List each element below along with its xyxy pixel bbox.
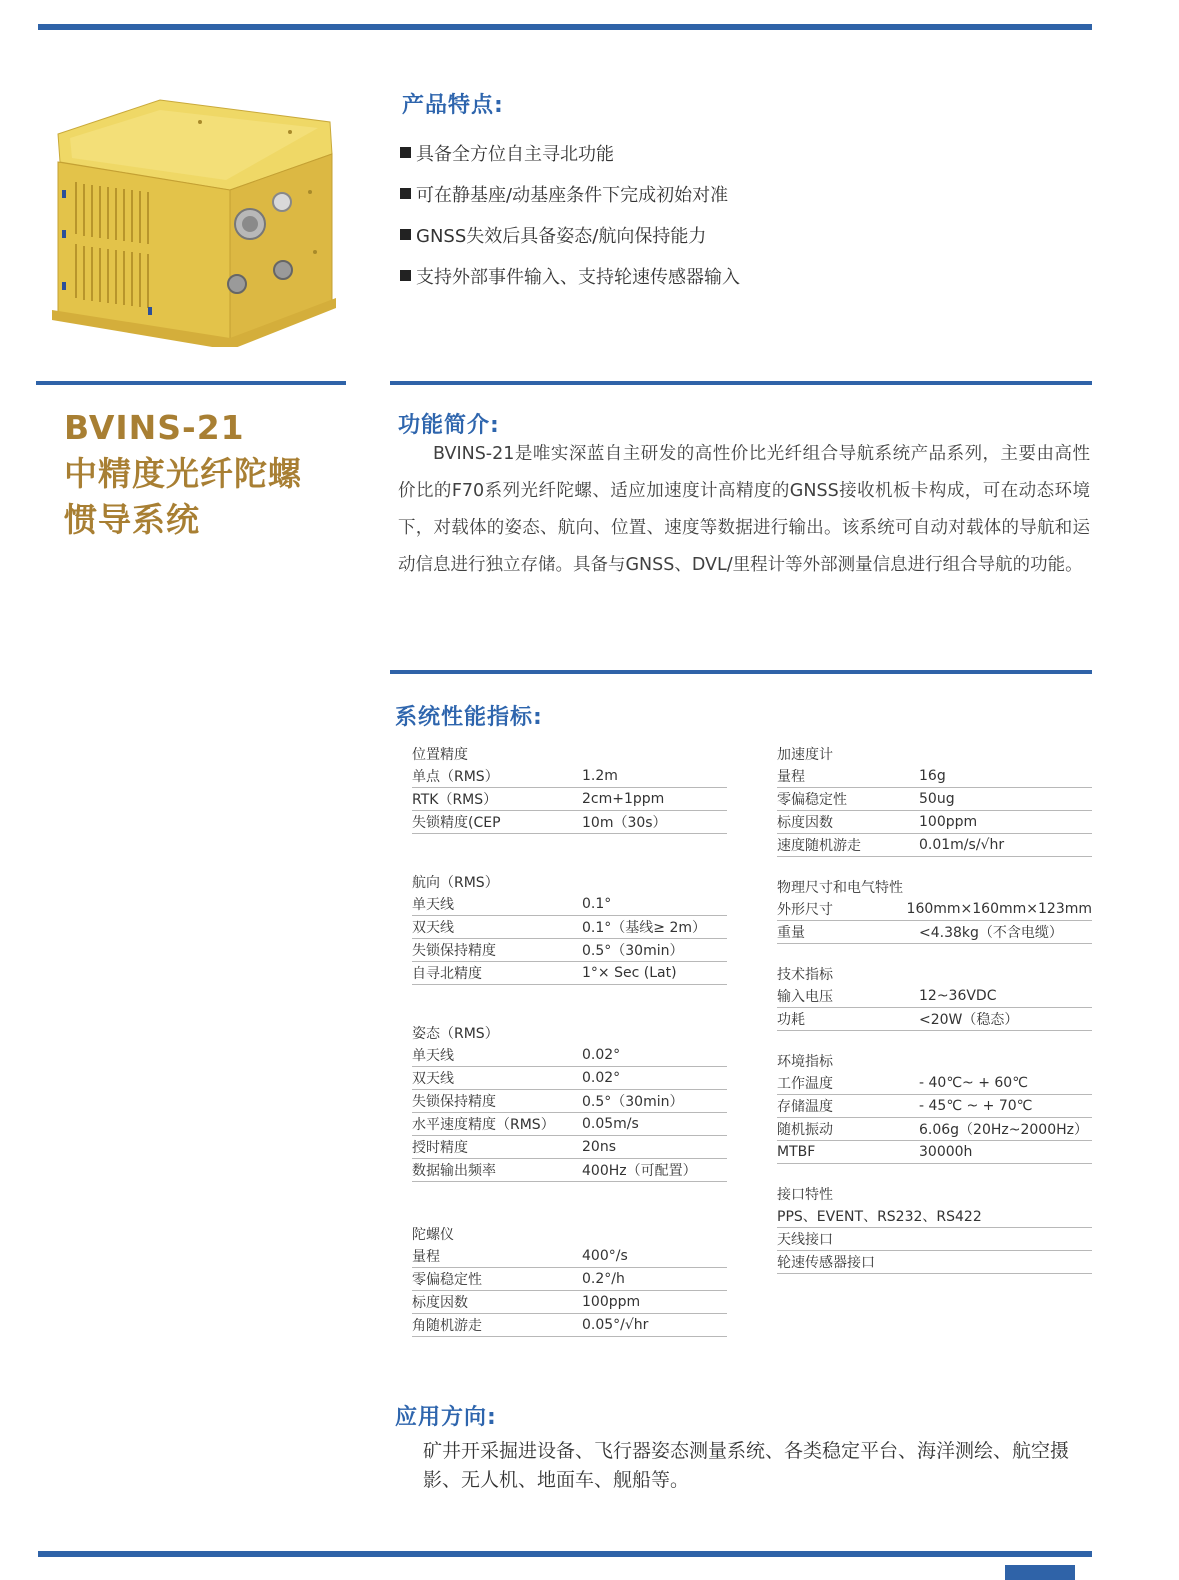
features-list: [400, 132, 740, 296]
intro-text: BVINS-21是唯实深蓝自主研发的高性价比光纤组合导航系统产品系列，主要由高性价比的F70系列光纤陀螺、适应加速度计高精度的GNSS接收机板卡构成，可在动态环境下，对载体的姿态、航向、位置、速度等数据进行输出。该系统可自动对载体的导航和运动信息进行独立存储。具备与GNSS、DVL/里程计等外部测量信息进行组合导航的功能。: [398, 444, 1090, 575]
product-name-line1: 中精度光纤陀螺: [64, 454, 302, 493]
spec-row: 失锁保持精度 0.5°（30min）: [412, 1090, 727, 1113]
spec-row: 自寻北精度 1°× Sec (Lat): [412, 962, 727, 985]
applications-title: 应用方向:: [395, 1405, 497, 1430]
spec-row: 水平速度精度（RMS） 0.05m/s: [412, 1113, 727, 1136]
spec-heading: 位置精度: [412, 746, 468, 763]
spec-group-accelerometer: [777, 742, 1092, 857]
spec-row: 功耗 <20W（稳态）: [777, 1008, 1092, 1031]
spec-group-position: [412, 742, 727, 834]
spec-row: 标度因数 100ppm: [777, 811, 1092, 834]
spec-group-environment: [777, 1049, 1092, 1164]
divider-intro: [390, 381, 1092, 385]
spec-group-attitude: [412, 1021, 727, 1182]
spec-row: 失锁精度(CEP 10m（30s）: [412, 811, 727, 834]
spec-row: 授时精度 20ns: [412, 1136, 727, 1159]
spec-row: 双天线 0.02°: [412, 1067, 727, 1090]
spec-row: 角随机游走 0.05°/√hr: [412, 1314, 727, 1337]
spec-heading: 陀螺仪: [412, 1226, 454, 1243]
spec-row: 重量 <4.38kg（不含电缆）: [777, 921, 1092, 944]
spec-row: 轮速传感器接口: [777, 1251, 1092, 1274]
spec-row: 输入电压 12~36VDC: [777, 985, 1092, 1008]
spec-group-interfaces: [777, 1182, 1092, 1274]
square-bullet-icon: [400, 229, 411, 240]
spec-row: 单天线 0.1°: [412, 893, 727, 916]
feature-item: 可在静基座/动基座条件下完成初始对准: [400, 173, 740, 214]
square-bullet-icon: [400, 270, 411, 281]
spec-heading: 接口特性: [777, 1186, 833, 1203]
spec-row: 速度随机游走 0.01m/s/√hr: [777, 834, 1092, 857]
spec-group-technical: [777, 962, 1092, 1031]
top-rule: [38, 24, 1092, 30]
specs-right-column: [777, 742, 1092, 1274]
spec-row: 存储温度 - 45℃ ~ + 70℃: [777, 1095, 1092, 1118]
spec-row: 工作温度 - 40℃~ + 60℃: [777, 1072, 1092, 1095]
divider-left: [36, 381, 346, 385]
spec-row: MTBF 30000h: [777, 1141, 1092, 1164]
feature-item: GNSS失效后具备姿态/航向保持能力: [400, 214, 740, 255]
square-bullet-icon: [400, 188, 411, 199]
spec-heading: 技术指标: [777, 966, 833, 983]
spec-group-gyroscope: [412, 1222, 727, 1337]
spec-heading: 航向（RMS）: [412, 874, 499, 891]
spec-row: 单天线 0.02°: [412, 1044, 727, 1067]
spec-row: 随机振动 6.06g（20Hz~2000Hz）: [777, 1118, 1092, 1141]
spec-row: 单点（RMS） 1.2m: [412, 765, 727, 788]
product-model: BVINS-21: [64, 408, 245, 447]
product-name-line2: 惯导系统: [64, 500, 200, 539]
square-bullet-icon: [400, 147, 411, 158]
spec-heading: 环境指标: [777, 1053, 833, 1070]
spec-row: 天线接口: [777, 1228, 1092, 1251]
spec-row: 零偏稳定性 0.2°/h: [412, 1268, 727, 1291]
spec-group-heading: [412, 870, 727, 985]
feature-item: 支持外部事件输入、支持轮速传感器输入: [400, 255, 740, 296]
spec-row: 数据输出频率 400Hz（可配置）: [412, 1159, 727, 1182]
product-title: [64, 405, 302, 543]
divider-specs: [390, 670, 1092, 674]
specs-title: 系统性能指标:: [395, 705, 543, 730]
spec-group-physical: [777, 875, 1092, 944]
spec-row: 外形尺寸 160mm×160mm×123mm: [777, 898, 1092, 921]
features-title: 产品特点:: [402, 93, 504, 118]
spec-row: RTK（RMS） 2cm+1ppm: [412, 788, 727, 811]
spec-row: 量程 400°/s: [412, 1245, 727, 1268]
applications-text: 矿井开采掘进设备、飞行器姿态测量系统、各类稳定平台、海洋测绘、航空摄影、无人机、地面车、舰船等。: [423, 1440, 1070, 1491]
intro-title: 功能简介:: [398, 413, 500, 438]
spec-row: 零偏稳定性 50ug: [777, 788, 1092, 811]
spec-heading: 姿态（RMS）: [412, 1025, 499, 1042]
product-image: [50, 92, 340, 347]
spec-row: PPS、EVENT、RS232、RS422: [777, 1205, 1092, 1228]
spec-row: 双天线 0.1°（基线≥ 2m）: [412, 916, 727, 939]
spec-row: 标度因数 100ppm: [412, 1291, 727, 1314]
spec-row: 失锁保持精度 0.5°（30min）: [412, 939, 727, 962]
corner-tab: [1005, 1565, 1075, 1580]
specs-left-column: [412, 742, 727, 1337]
feature-item: 具备全方位自主寻北功能: [400, 132, 740, 173]
spec-heading: 加速度计: [777, 746, 833, 763]
bottom-rule: [38, 1551, 1092, 1557]
spec-row: 量程 16g: [777, 765, 1092, 788]
spec-heading: 物理尺寸和电气特性: [777, 879, 903, 896]
